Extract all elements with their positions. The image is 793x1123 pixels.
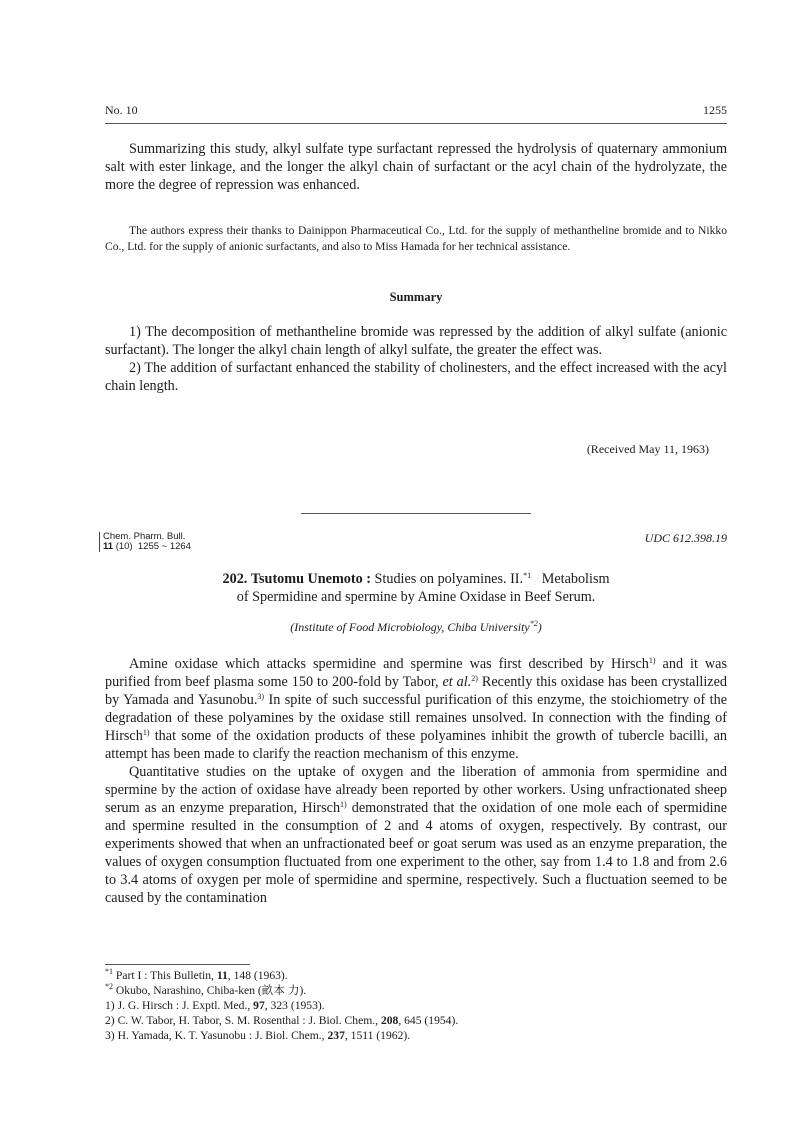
reference-mark: 3): [257, 692, 265, 701]
article-number: 202.: [222, 571, 248, 587]
footnote-mark: 3): [105, 1029, 115, 1042]
footnote-rest: , 645 (1954).: [398, 1014, 459, 1027]
footnote-mark: 2): [105, 1014, 115, 1027]
journal-page: [105, 0, 727, 1123]
footnote-text: H. Yamada, K. T. Yasunobu : J. Biol. Chem.,: [117, 1029, 328, 1042]
summary-item-1: 1) The decomposition of methantheline bromide was repressed by the addition of alkyl sulfate (anionic surfactant). The longer the alkyl chain length of alkyl sulfate, the greater the effect was.: [105, 324, 727, 358]
footnote-text: J. G. Hirsch : J. Exptl. Med.,: [117, 999, 254, 1012]
summary-heading: Summary: [389, 290, 443, 304]
reference-mark: 2): [471, 674, 478, 683]
article-author: Tsutomu Unemoto :: [250, 571, 371, 587]
article-paragraph-1: [105, 655, 727, 763]
affiliation-text: (Institute of Food Microbiology, Chiba University: [290, 620, 530, 634]
conclusion-paragraph: Summarizing this study, alkyl sulfate type surfactant repressed the hydrolysis of quaternary ammonium salt with ester linkage, and the longer the alkyl chain of surfactant or the acyl chain of the hydrolyzate, the more the degree of repression was enhanced.: [105, 141, 727, 193]
citation-volume: 11: [103, 541, 114, 552]
footnote-mark: *1: [523, 571, 532, 580]
udc-code: UDC 612.398.19: [644, 531, 727, 545]
article-title: [105, 570, 727, 606]
footnote-volume: 208: [380, 1014, 399, 1027]
text-run-italic: et al.: [442, 674, 472, 690]
footnote-volume: 97: [253, 999, 265, 1012]
summary-section: [105, 323, 727, 395]
article-paragraph-2: [105, 763, 727, 907]
footnote-mark: *2: [529, 619, 538, 628]
footnote-mark: *1: [105, 967, 113, 976]
article-separator: [301, 513, 531, 514]
footnote-mark: 1): [105, 999, 115, 1012]
header-rule: [105, 123, 727, 124]
affiliation-close: ): [537, 620, 542, 634]
footnote-volume: 11: [216, 969, 228, 982]
citation-issue: (10): [115, 541, 133, 552]
footnote-text: C. W. Tabor, H. Tabor, S. M. Rosenthal : J. Biol. Chem.,: [117, 1014, 381, 1027]
text-run: Recently this oxidase has been crystallized by Yamada and Yasunobu.: [105, 674, 727, 708]
text-run: demonstrated that the oxidation of one mole each of spermidine and spermine resulted in the consumption of 2 and 4 atoms of oxygen, respectively. By contrast, our experiments showed that when an unfractionated beef or goat serum was used as an enzyme preparation, the values of oxygen consumption fluctuated from one experiment to the other, say from 1.4 to 1.8 and from 2.6 to 3.4 atoms of oxygen per mole of spermidine and spermine, respectively. Such a fluctuation seemed to be caused by the contamination: [105, 800, 727, 906]
article-title-line-1: [105, 570, 727, 588]
article-body: [105, 655, 727, 907]
article-title-line-2: of Spermidine and spermine by Amine Oxidase in Beef Serum.: [236, 589, 596, 605]
text-run: Amine oxidase which attacks spermidine and spermine was first described by Hirsch: [129, 656, 649, 672]
footnote-rest: , 323 (1953).: [264, 999, 325, 1012]
acknowledgement: The authors express their thanks to Dainippon Pharmaceutical Co., Ltd. for the supply of methantheline bromide and to Nikko Co., Ltd. for the supply of anionic surfactants, and also to Miss Hamada for her technical assistance.: [105, 224, 727, 253]
reference-mark: 1): [340, 800, 347, 809]
footnote-text: Part I : This Bulletin,: [115, 969, 217, 982]
footnote: [105, 983, 727, 998]
citation-journal: Chem. Pharm. Bull.: [103, 531, 186, 542]
citation-block: [99, 532, 191, 552]
running-header: [105, 103, 727, 119]
issue-number: No. 10: [105, 103, 138, 117]
text-run: Quantitative studies on the uptake of oxygen and the liberation of ammonia from spermidine and spermine by the action of oxidase have already been reported by other workers. Using unfractionated sheep serum as an enzyme preparation, Hirsch: [105, 764, 727, 816]
reference-mark: 1): [142, 728, 150, 737]
summary-item-2: 2) The addition of surfactant enhanced the stability of cholinesters, and the effect increased with the acyl chain length.: [105, 360, 727, 394]
footnote: [105, 968, 727, 983]
article-title-part-1: Studies on polyamines. II.: [374, 571, 524, 587]
footnote-rest: , 1511 (1962).: [344, 1029, 411, 1042]
citation-volume-line: [103, 542, 191, 552]
received-date: (Received May 11, 1963): [586, 442, 709, 456]
footnote: [105, 1028, 727, 1043]
footnote-volume: 237: [327, 1029, 345, 1042]
reference-mark: 1): [648, 656, 656, 665]
footnote-mark: *2: [105, 982, 113, 991]
text-run: In spite of such successful purification of this enzyme, the stoichiometry of the degradation of these polyamines by the oxidase still remaines unsolved. In connection with the finding of Hirsch: [105, 692, 727, 744]
text-run: that some of the oxidation products of these polyamines inhibit the growth of tubercle bacilli, an attempt has been made to clarify the reaction mechanism of this enzyme.: [105, 728, 727, 762]
footnote-rule: [105, 964, 250, 965]
footnote-rest: , 148 (1963).: [227, 969, 288, 982]
footnote: [105, 998, 727, 1013]
footnote-text: Okubo, Narashino, Chiba-ken (畝本 力).: [115, 984, 307, 997]
footnote: [105, 1013, 727, 1028]
article-title-part-2: Metabolism: [541, 571, 610, 587]
citation-pages: 1255 ~ 1264: [137, 541, 191, 552]
page-number: 1255: [703, 103, 727, 117]
footnotes: [105, 968, 727, 1043]
affiliation: [105, 620, 727, 635]
text-run: and it was purified from beef plasma some 150 to 200-fold by Tabor,: [105, 656, 727, 690]
